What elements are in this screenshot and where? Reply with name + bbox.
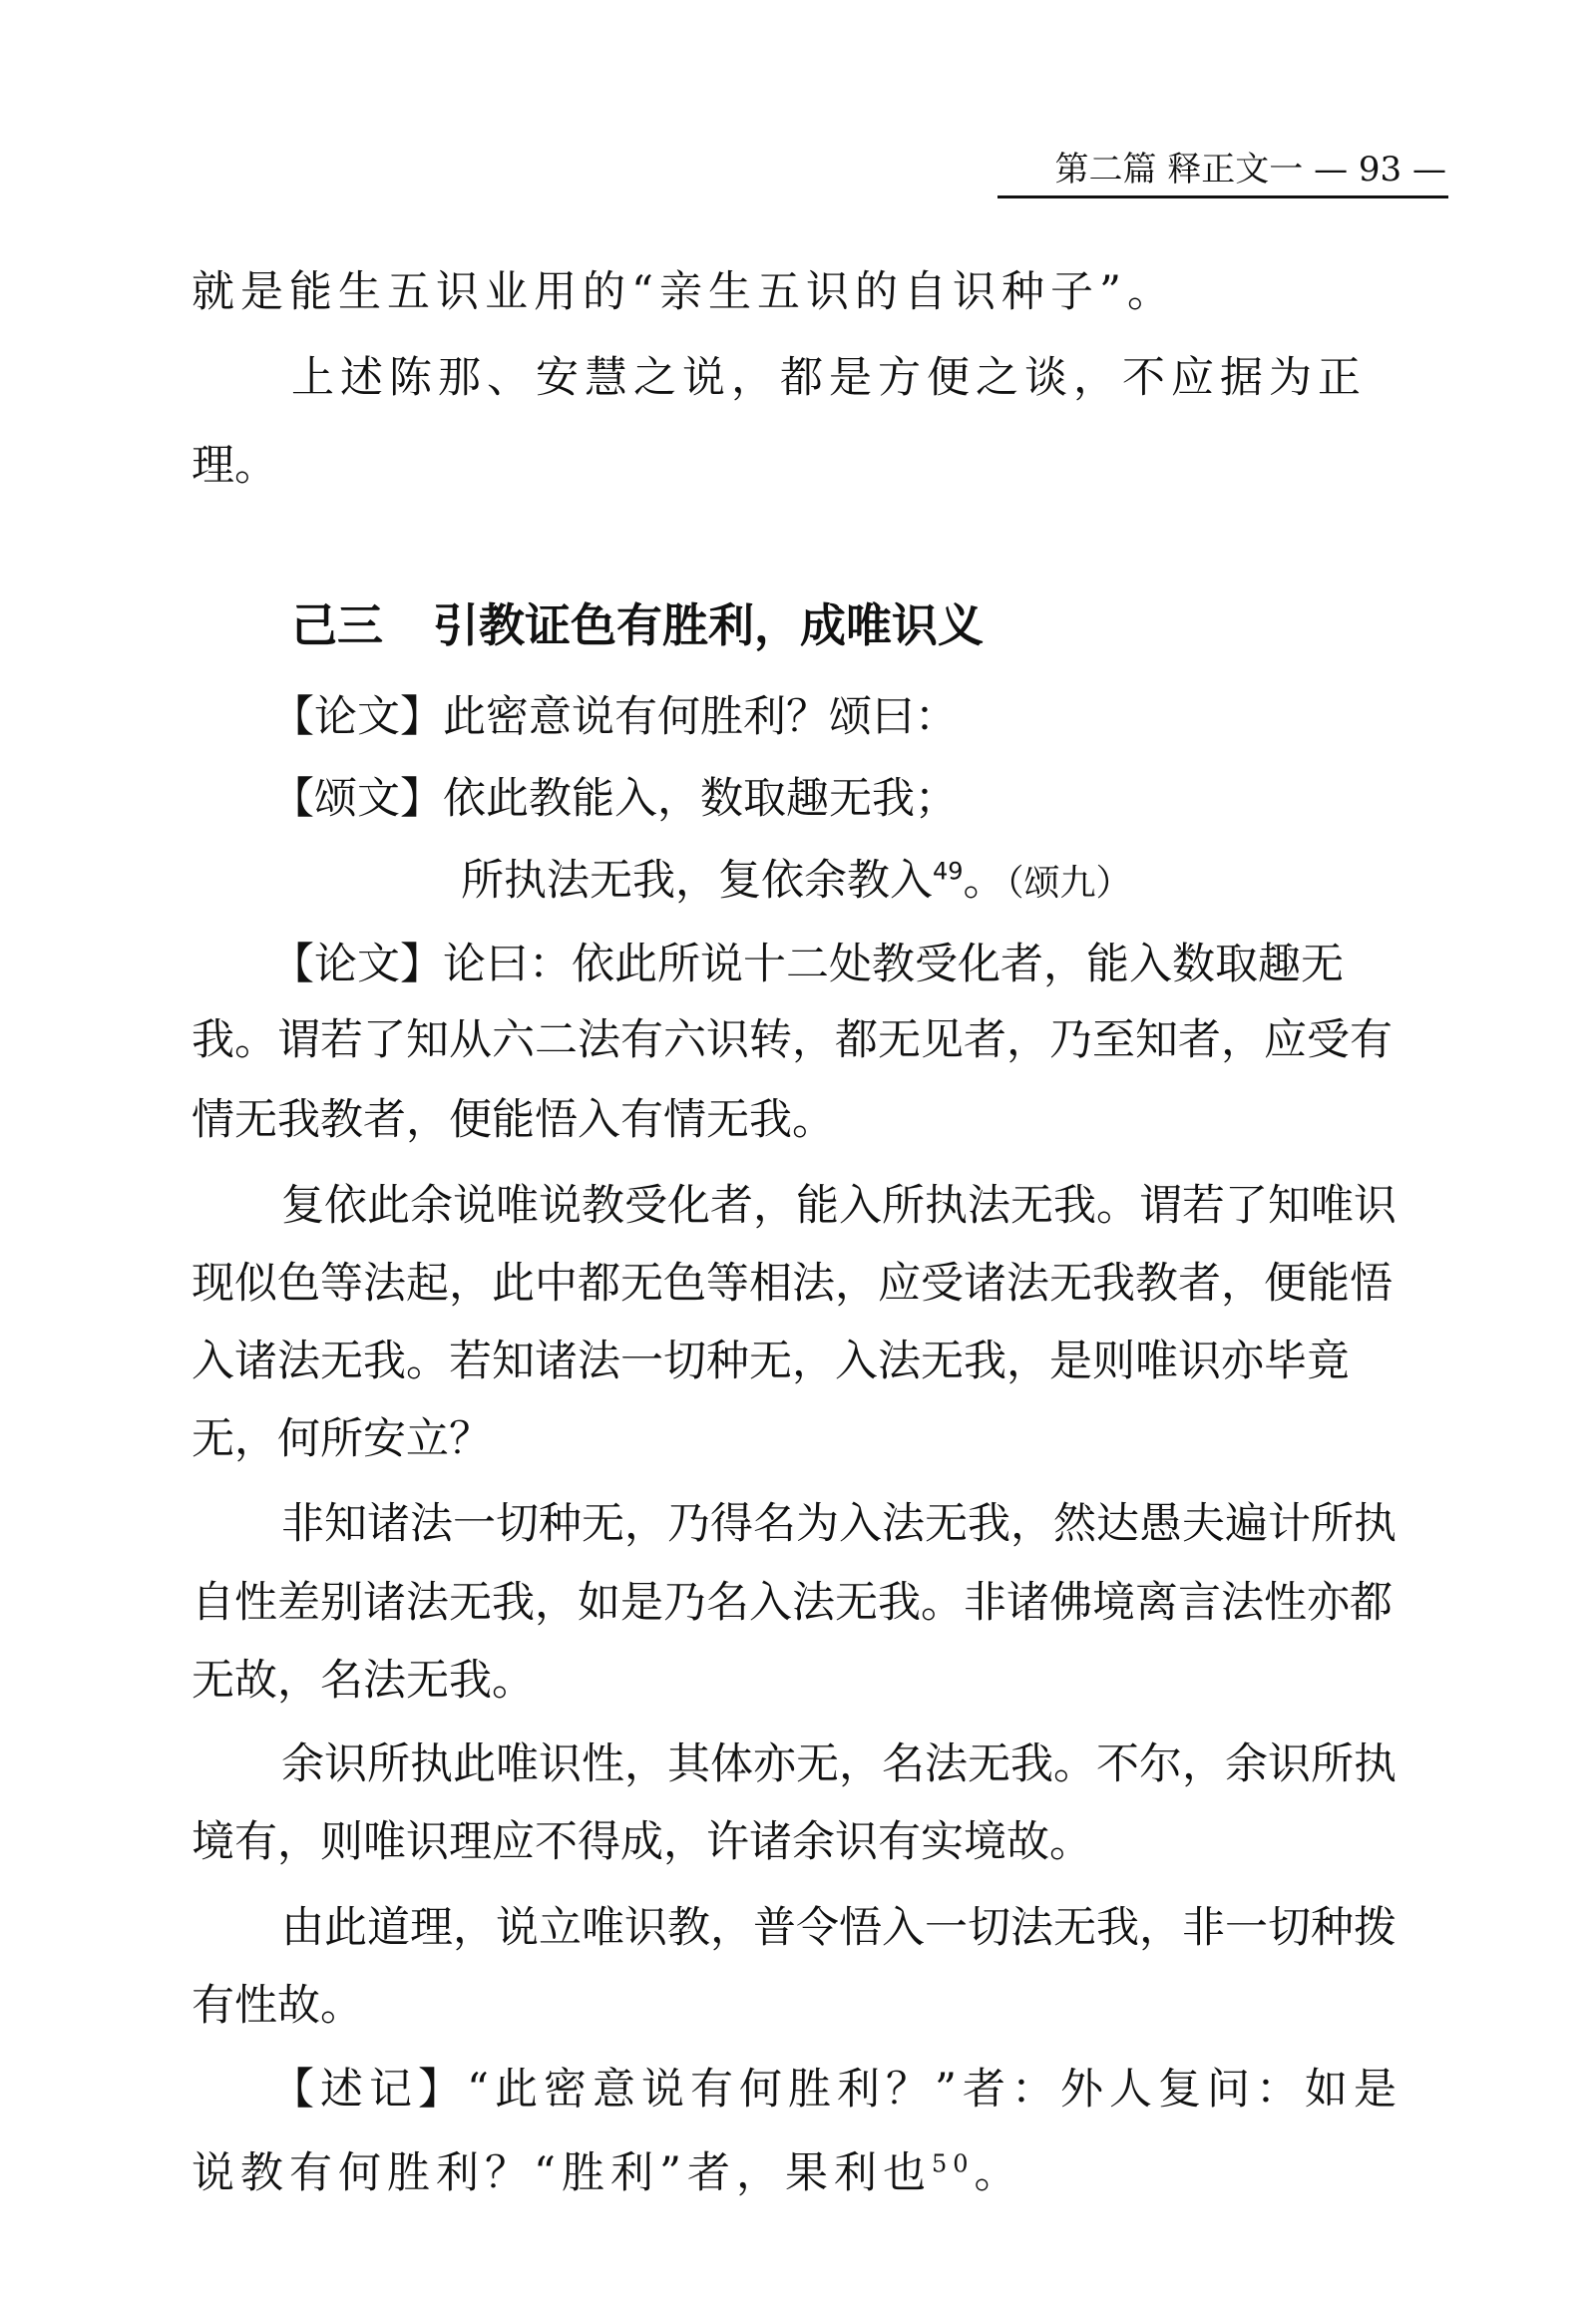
para-a-line-4: 无，何所安立？: [192, 1414, 492, 1464]
para-a-line-1: 复依此余说唯说教受化者，能入所执法无我。谓若了知唯识: [281, 1181, 1396, 1231]
para-c-line-2: 境有，则唯识理应不得成，许诸余识有实境故。: [192, 1817, 1092, 1867]
shuji-tag: 【述记】: [271, 2065, 467, 2115]
lunwen-2-line-2: 我。谓若了知从六二法有六识转，都无见者，乃至知者，应受有: [192, 1015, 1393, 1065]
para-d-line-1: 由此道理，说立唯识教，普令悟入一切法无我，非一切种拨: [281, 1903, 1396, 1953]
lunwen-text: 此密意说有何胜利？颂曰：: [443, 692, 958, 742]
para-c-line-1: 余识所执此唯识性，其体亦无，名法无我。不尔，余识所执: [281, 1739, 1396, 1789]
header-section: 第二篇: [1054, 150, 1157, 190]
note-ref-50: 50: [931, 2149, 975, 2178]
songwen-tag: 【颂文】: [271, 774, 443, 824]
songwen-line-2: 所执法无我，复依余教入$^{49}$。（颂九）: [461, 856, 1132, 906]
para-a-line-3: 入诸法无我。若知诸法一切种无，入法无我，是则唯识亦毕竟: [192, 1337, 1350, 1386]
para-b-line-1: 非知诸法一切种无，乃得名为入法无我，然达愚夫遍计所执: [281, 1499, 1396, 1549]
running-header: [1007, 148, 1446, 192]
section-heading: [291, 593, 984, 657]
songwen-verse-1: 依此教能入，数取趣无我；: [443, 774, 958, 824]
header-rule: [998, 195, 1448, 198]
songwen-line-1: [271, 768, 958, 830]
songwen-verse-2: 所执法无我，复依余教入: [461, 856, 933, 906]
header-dash-left: —: [1314, 150, 1349, 190]
heading-title: 引教证色有胜利，成唯识义: [433, 598, 984, 652]
lunwen-2-tag: 【论文】: [271, 940, 443, 989]
lunwen-2-line-1: 【论文】论曰：依此所说十二处教受化者，能入数取趣无: [271, 940, 1344, 989]
para-d-line-2: 有性故。: [192, 1981, 363, 2031]
header-dash-right: —: [1412, 150, 1446, 190]
intro-line-1: 就是能生五识业用的“亲生五识的自识种子”。: [192, 267, 1176, 317]
lunwen-tag: 【论文】: [271, 692, 443, 742]
note-ref-49: 49: [933, 857, 964, 886]
para-b-line-2: 自性差别诸法无我，如是乃名入法无我。非诸佛境离言法性亦都: [192, 1578, 1393, 1628]
shuji-line-2: 说教有何胜利？“胜利”者，果利也$^{50}$。: [192, 2148, 1023, 2198]
header-title: 释正文一: [1167, 150, 1304, 190]
shuji-line-1: 【述记】“此密意说有何胜利？”者：外人复问：如是: [271, 2065, 1402, 2115]
para-a-line-2: 现似色等法起，此中都无色等相法，应受诸法无我教者，便能悟: [192, 1259, 1393, 1309]
heading-label: 己三: [291, 598, 383, 652]
para-b-line-3: 无故，名法无我。: [192, 1656, 535, 1706]
intro-para2-line1: 上述陈那、安慧之说，都是方便之谈，不应据为正: [291, 353, 1367, 403]
page-number: 93: [1358, 150, 1402, 190]
intro-para2-line2: 理。: [192, 441, 277, 491]
verse-label: （颂九）: [1005, 863, 1132, 904]
lunwen-1: [271, 686, 958, 748]
lunwen-2-line-3: 情无我教者，便能悟入有情无我。: [192, 1095, 835, 1145]
